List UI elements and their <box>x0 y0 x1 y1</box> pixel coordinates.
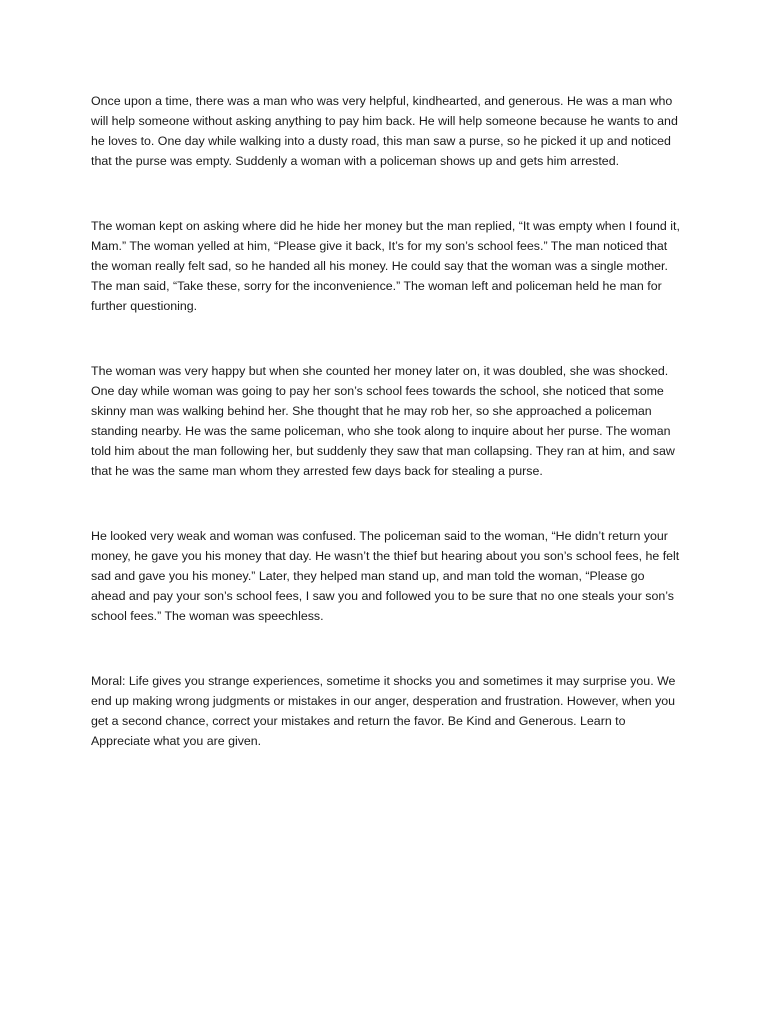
moral-paragraph: Moral: Life gives you strange experiences, sometime it shocks you and sometimes it may surprise you. We end up making wrong judgments or mistakes in our anger, desperation and frustration. However, when you get a second chance, correct your mistakes and return the favor. Be Kind and Generous. Learn to Appreciate what you are given. <box>91 674 676 748</box>
story-paragraph-1: Once upon a time, there was a man who was very helpful, kindhearted, and generous. He was a man who will help someone without asking anything to pay him back. He will help someone because he wants to and he loves to. One day while walking into a dusty road, this man saw a purse, so he picked it up and noticed that the purse was empty. Suddenly a woman with a policeman shows up and gets him arrested. <box>91 94 678 168</box>
document-page <box>91 91 681 751</box>
story-paragraph-2: The woman kept on asking where did he hide her money but the man replied, “It was empty when I found it, Mam.” The woman yelled at him, “Please give it back, It’s for my son’s school fees.” The man noticed that the woman really felt sad, so he handed all his money. He could say that the woman was a single mother. The man said, “Take these, sorry for the inconvenience.” The woman left and policeman held he man for further questioning. <box>91 219 680 313</box>
story-paragraph-4: He looked very weak and woman was confused. The policeman said to the woman, “He didn’t return your money, he gave you his money that day. He wasn’t the thief but hearing about you son’s school fees, he felt sad and gave you his money.” Later, they helped man stand up, and man told the woman, “Please go ahead and pay your son’s school fees, I saw you and followed you to be sure that no one steals your son’s school fees.” The woman was speechless. <box>91 529 680 623</box>
story-paragraph-3: The woman was very happy but when she counted her money later on, it was doubled, she was shocked. One day while woman was going to pay her son’s school fees towards the school, she noticed that some skinny man was walking behind her. She thought that he may rob her, so she approached a policeman standing nearby. He was the same policeman, who she took along to inquire about her purse. The woman told him about the man following her, but suddenly they saw that man collapsing. They ran at him, and saw that he was the same man whom they arrested few days back for stealing a purse. <box>91 364 675 478</box>
